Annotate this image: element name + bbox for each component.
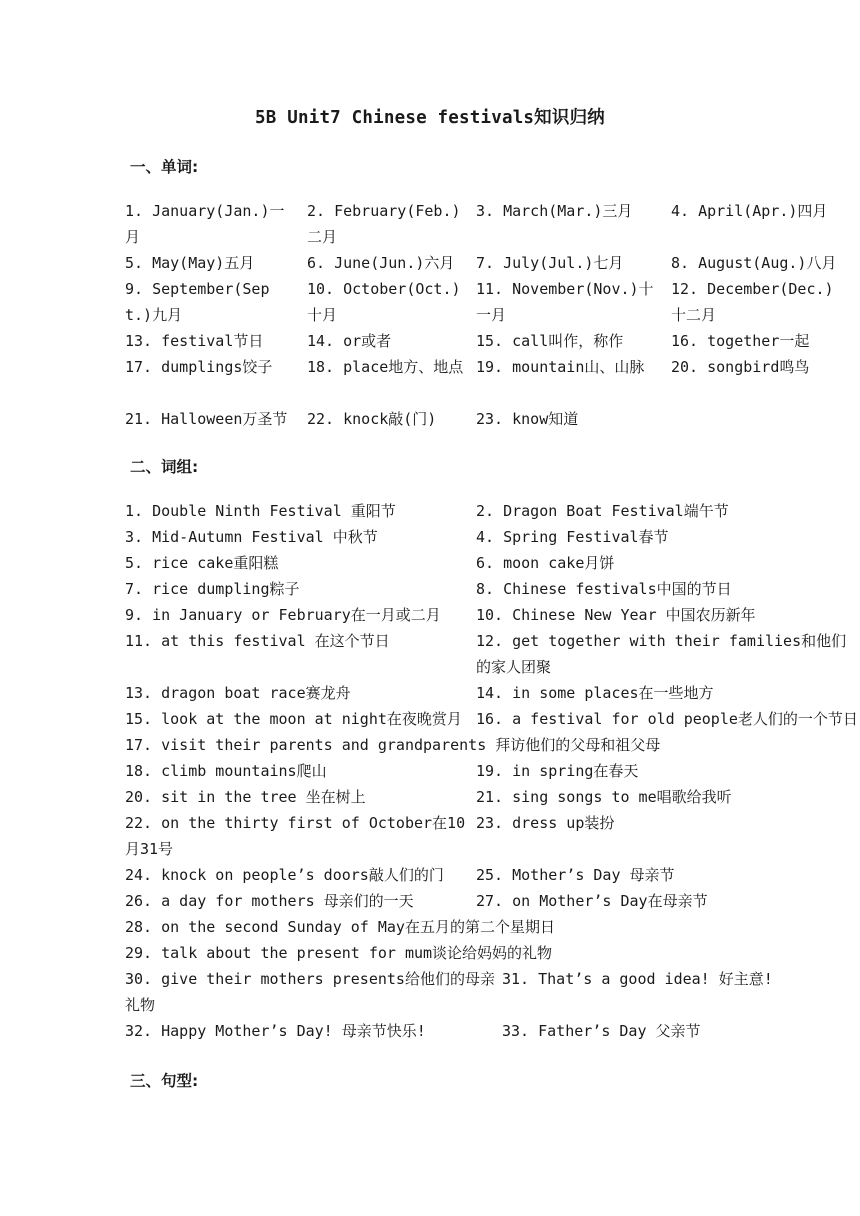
word-item: 12. December(Dec.)十二月: [671, 280, 834, 324]
phrase-item: 7. rice dumpling粽子: [125, 580, 300, 598]
phrase-item: 17. visit their parents and grandparents 拜访他们的父母和祖父母: [125, 736, 661, 754]
word-item: 4. April(Apr.)四月: [671, 202, 828, 220]
phrase-item: 14. in some places在一些地方: [476, 684, 714, 702]
section-heading-sentences: 三、句型:: [130, 1072, 199, 1090]
word-item: 13. festival节日: [125, 332, 264, 350]
word-item: 19. mountain山、山脉: [476, 358, 645, 376]
phrase-item: 16. a festival for old people老人们的一个节日: [476, 710, 858, 728]
word-item: 1. January(Jan.)一月: [125, 202, 285, 246]
word-item: 18. place地方、地点: [307, 358, 464, 376]
word-item: 15. call叫作，称作: [476, 332, 624, 350]
word-item: 6. June(Jun.)六月: [307, 254, 455, 272]
page-title: 5B Unit7 Chinese festivals知识归纳: [255, 108, 605, 128]
phrase-item: 19. in spring在春天: [476, 762, 639, 780]
phrase-item: 26. a day for mothers 母亲们的一天: [125, 892, 414, 910]
word-item: 23. know知道: [476, 410, 579, 428]
phrase-item: 29. talk about the present for mum谈论给妈妈的礼物: [125, 944, 553, 962]
phrase-item: 6. moon cake月饼: [476, 554, 615, 572]
phrase-item: 12. get together with their families和他们的家人团聚: [476, 632, 847, 676]
phrase-item: 18. climb mountains爬山: [125, 762, 327, 780]
word-item: 5. May(May)五月: [125, 254, 255, 272]
phrase-item: 1. Double Ninth Festival 重阳节: [125, 502, 396, 520]
word-item: 21. Halloween万圣节: [125, 410, 288, 428]
word-item: 10. October(Oct.)十月: [307, 280, 461, 324]
word-item: 2. February(Feb.)二月: [307, 202, 461, 246]
section-heading-phrases: 二、词组:: [130, 458, 199, 476]
phrase-item: 31. That’s a good idea! 好主意!: [502, 970, 773, 988]
phrase-item: 27. on Mother’s Day在母亲节: [476, 892, 708, 910]
phrase-item: 30. give their mothers presents给他们的母亲礼物: [125, 970, 495, 1014]
phrase-item: 15. look at the moon at night在夜晚赏月: [125, 710, 462, 728]
phrase-item: 8. Chinese festivals中国的节日: [476, 580, 732, 598]
phrase-item: 2. Dragon Boat Festival端午节: [476, 502, 729, 520]
word-item: 20. songbird鸣鸟: [671, 358, 810, 376]
word-item: 11. November(Nov.)十一月: [476, 280, 654, 324]
word-item: 22. knock敲(门): [307, 410, 437, 428]
phrase-item: 20. sit in the tree 坐在树上: [125, 788, 366, 806]
phrase-item: 28. on the second Sunday of May在五月的第二个星期日: [125, 918, 555, 936]
phrase-item: 13. dragon boat race赛龙舟: [125, 684, 351, 702]
phrase-item: 5. rice cake重阳糕: [125, 554, 279, 572]
phrase-item: 21. sing songs to me唱歌给我听: [476, 788, 732, 806]
word-item: 16. together一起: [671, 332, 810, 350]
word-item: 17. dumplings饺子: [125, 358, 273, 376]
word-item: 7. July(Jul.)七月: [476, 254, 624, 272]
phrase-item: 32. Happy Mother’s Day! 母亲节快乐!: [125, 1022, 426, 1040]
phrase-item: 9. in January or February在一月或二月: [125, 606, 441, 624]
phrase-item: 11. at this festival 在这个节日: [125, 632, 390, 650]
word-item: 14. or或者: [307, 332, 392, 350]
phrase-item: 25. Mother’s Day 母亲节: [476, 866, 675, 884]
word-item: 9. September(Sept.)九月: [125, 280, 270, 324]
phrase-item: 3. Mid-Autumn Festival 中秋节: [125, 528, 378, 546]
phrase-item: 4. Spring Festival春节: [476, 528, 669, 546]
phrase-item: 23. dress up装扮: [476, 814, 615, 832]
section-heading-words: 一、单词:: [130, 158, 199, 176]
phrase-item: 22. on the thirty first of October在10月31号: [125, 814, 466, 858]
phrase-item: 10. Chinese New Year 中国农历新年: [476, 606, 756, 624]
word-item: 3. March(Mar.)三月: [476, 202, 633, 220]
word-item: 8. August(Aug.)八月: [671, 254, 837, 272]
phrase-item: 24. knock on people’s doors敲人们的门: [125, 866, 444, 884]
phrase-item: 33. Father’s Day 父亲节: [502, 1022, 701, 1040]
